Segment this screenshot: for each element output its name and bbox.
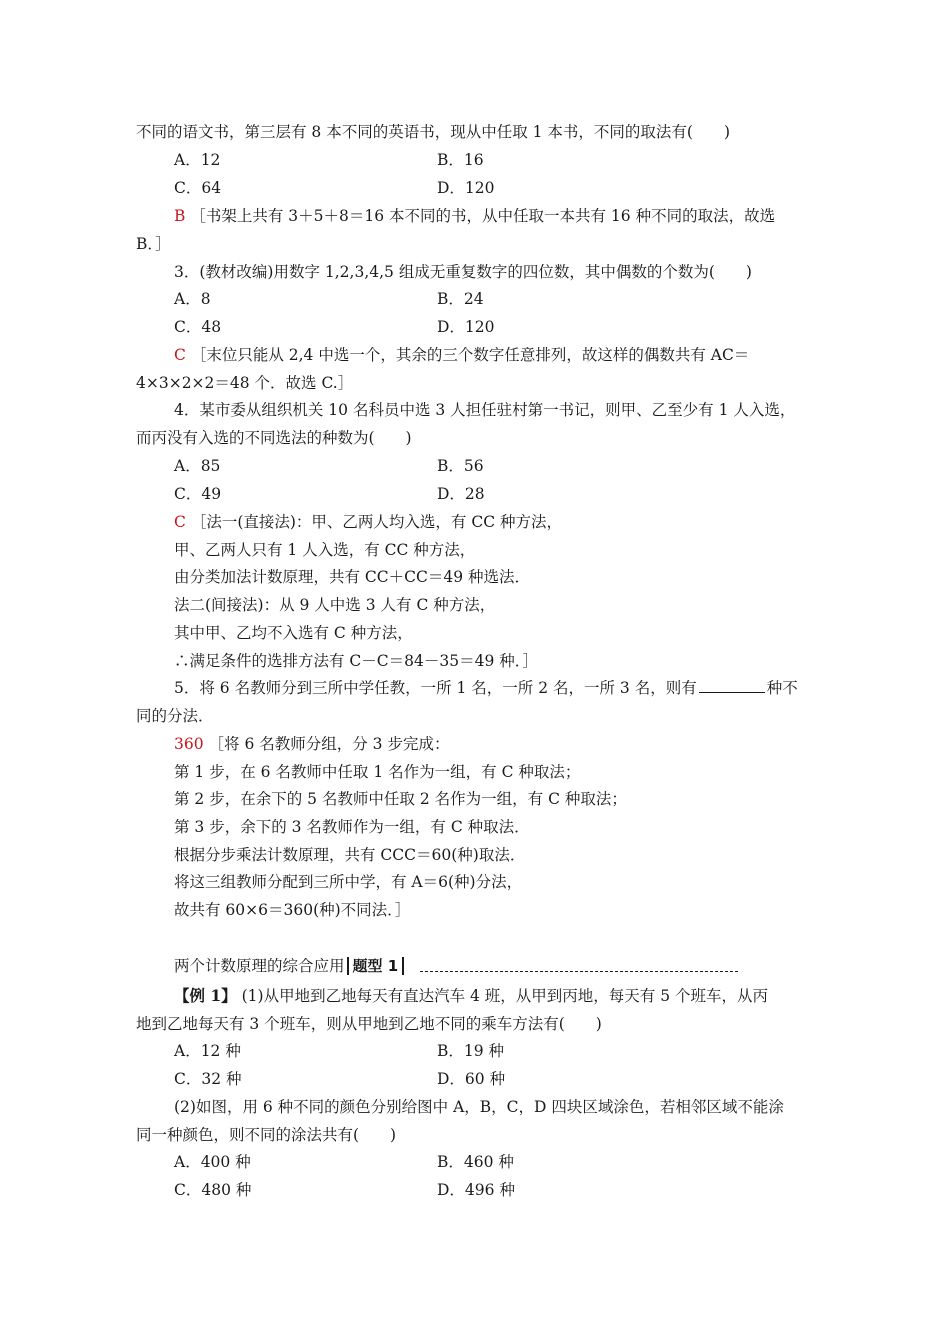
q3-stem: 3．(教材改编)用数字 1,2,3,4,5 组成无重复数字的四位数，其中偶数的个数为( ) (174, 263, 752, 281)
example1-part2-option-b: B．460 种 (437, 1153, 514, 1171)
q4-option-b: B．56 (437, 457, 484, 475)
q3-option-b: B．24 (437, 290, 484, 308)
example1-line2: 地到乙地每天有 3 个班车，则从甲地到乙地不同的乘车方法有( ) (136, 1015, 602, 1033)
q5-answer-text: ［将 6 名教师分组，分 3 步完成： (208, 735, 450, 753)
example1-part2-option-c: C．480 种 (174, 1181, 252, 1199)
q5-answer-line6: 将这三组教师分配到三所中学，有 A＝6(种)分法， (174, 873, 523, 891)
q5-stem-line2: 同的分法． (136, 707, 214, 725)
q4-answer-line3: 由分类加法计数原理，共有 CC＋CC＝49 种选法． (174, 568, 531, 586)
q4-answer-line6: ∴满足条件的选排方法有 C－C＝84－35＝49 种．］ (174, 652, 538, 670)
q5-answer-line2: 第 1 步，在 6 名教师中任取 1 名作为一组，有 C 种取法； (174, 763, 581, 781)
q5-answer-line7: 故共有 60×6＝360(种)不同法．］ (174, 901, 411, 919)
q2-answer-letter: B (174, 207, 186, 225)
q2-option-a: A．12 (174, 151, 221, 169)
q2-answer (174, 205, 775, 227)
q5-answer-value: 360 (174, 735, 204, 753)
q3-option-c: C．48 (174, 318, 222, 336)
q3-answer (174, 344, 749, 366)
q4-stem-line2: 而丙没有入选的不同选法的种数为( ) (136, 429, 412, 447)
q3-answer-cont: 4×3×2×2＝48 个．故选 C.］ (136, 374, 354, 392)
section-tag: 题型 1 (347, 957, 405, 975)
q4-answer-line2: 甲、乙两人只有 1 人入选，有 CC 种方法， (174, 541, 476, 559)
example1-part2-option-d: D．496 种 (437, 1181, 515, 1199)
q5-stem-part2: 种不 (766, 679, 798, 697)
q2-answer-text: ［书架上共有 3＋5＋8＝16 本不同的书，从中任取一本共有 16 种不同的取法，故选 (190, 207, 776, 225)
example1-part2-option-a: A．400 种 (174, 1153, 251, 1171)
q5-answer-line5: 根据分步乘法计数原理，共有 CCC＝60(种)取法． (174, 846, 526, 864)
example1-part1-option-b: B．19 种 (437, 1042, 505, 1060)
q4-answer-text: ［法一(直接法)：甲、乙两人均入选，有 CC 种方法， (190, 513, 562, 531)
q4-stem-line1: 4．某市委从组织机关 10 名科员中选 3 人担任驻村第一书记，则甲、乙至少有 1 人入选， (174, 401, 796, 419)
q4-option-c: C．49 (174, 485, 222, 503)
q4-option-d: D．28 (437, 485, 485, 503)
q2-answer-cont: B．］ (136, 235, 171, 253)
q4-answer (174, 511, 562, 533)
section-dashed-rule (420, 971, 738, 972)
section-header (174, 955, 404, 977)
example1-part1-option-d: D．60 种 (437, 1070, 506, 1088)
q4-option-a: A．85 (174, 457, 221, 475)
q4-answer-line5: 其中甲、乙均不入选有 C 种方法， (174, 624, 413, 642)
section-title: 两个计数原理的综合应用 (174, 957, 345, 975)
q3-answer-text: ［末位只能从 2,4 中选一个，其余的三个数字任意排列，故这样的偶数共有 AC＝ (190, 346, 750, 364)
example1-label: 【例 1】 (174, 986, 237, 1005)
q5-answer-blank (699, 678, 765, 693)
q2-option-d: D．120 (437, 179, 495, 197)
example1-part1-text: (1)从甲地到乙地每天有直达汽车 4 班，从甲到丙地，每天有 5 个班车，从丙 (241, 987, 769, 1005)
example1-part2-line2: 同一种颜色，则不同的涂法共有( ) (136, 1126, 397, 1144)
q2-option-c: C．64 (174, 179, 222, 197)
q5-answer (174, 733, 449, 755)
q5-stem-part1: 5．将 6 名教师分到三所中学任教，一所 1 名，一所 2 名，一所 3 名，则有 (174, 679, 697, 697)
q4-answer-line4: 法二(间接法)：从 9 人中选 3 人有 C 种方法， (174, 596, 496, 614)
q2-option-b: B．16 (437, 151, 484, 169)
q4-answer-letter: C (174, 513, 186, 531)
example1-part2-line1: (2)如图，用 6 种不同的颜色分别给图中 A，B，C，D 四块区域涂色，若相邻区域不能涂 (174, 1098, 784, 1116)
q5-answer-line3: 第 2 步，在余下的 5 名教师中任取 2 名作为一组，有 C 种取法； (174, 790, 627, 808)
example1-part1-option-c: C．32 种 (174, 1070, 242, 1088)
example1-line1 (174, 985, 768, 1007)
q5-answer-line4: 第 3 步，余下的 3 名教师作为一组，有 C 种取法． (174, 818, 530, 836)
example1-part1-option-a: A．12 种 (174, 1042, 241, 1060)
q3-answer-letter: C (174, 346, 186, 364)
q5-stem-line1 (174, 677, 798, 699)
q2-stem: 不同的语文书，第三层有 8 本不同的英语书，现从中任取 1 本书，不同的取法有( ) (136, 123, 731, 141)
q3-option-a: A．8 (174, 290, 211, 308)
q3-option-d: D．120 (437, 318, 495, 336)
